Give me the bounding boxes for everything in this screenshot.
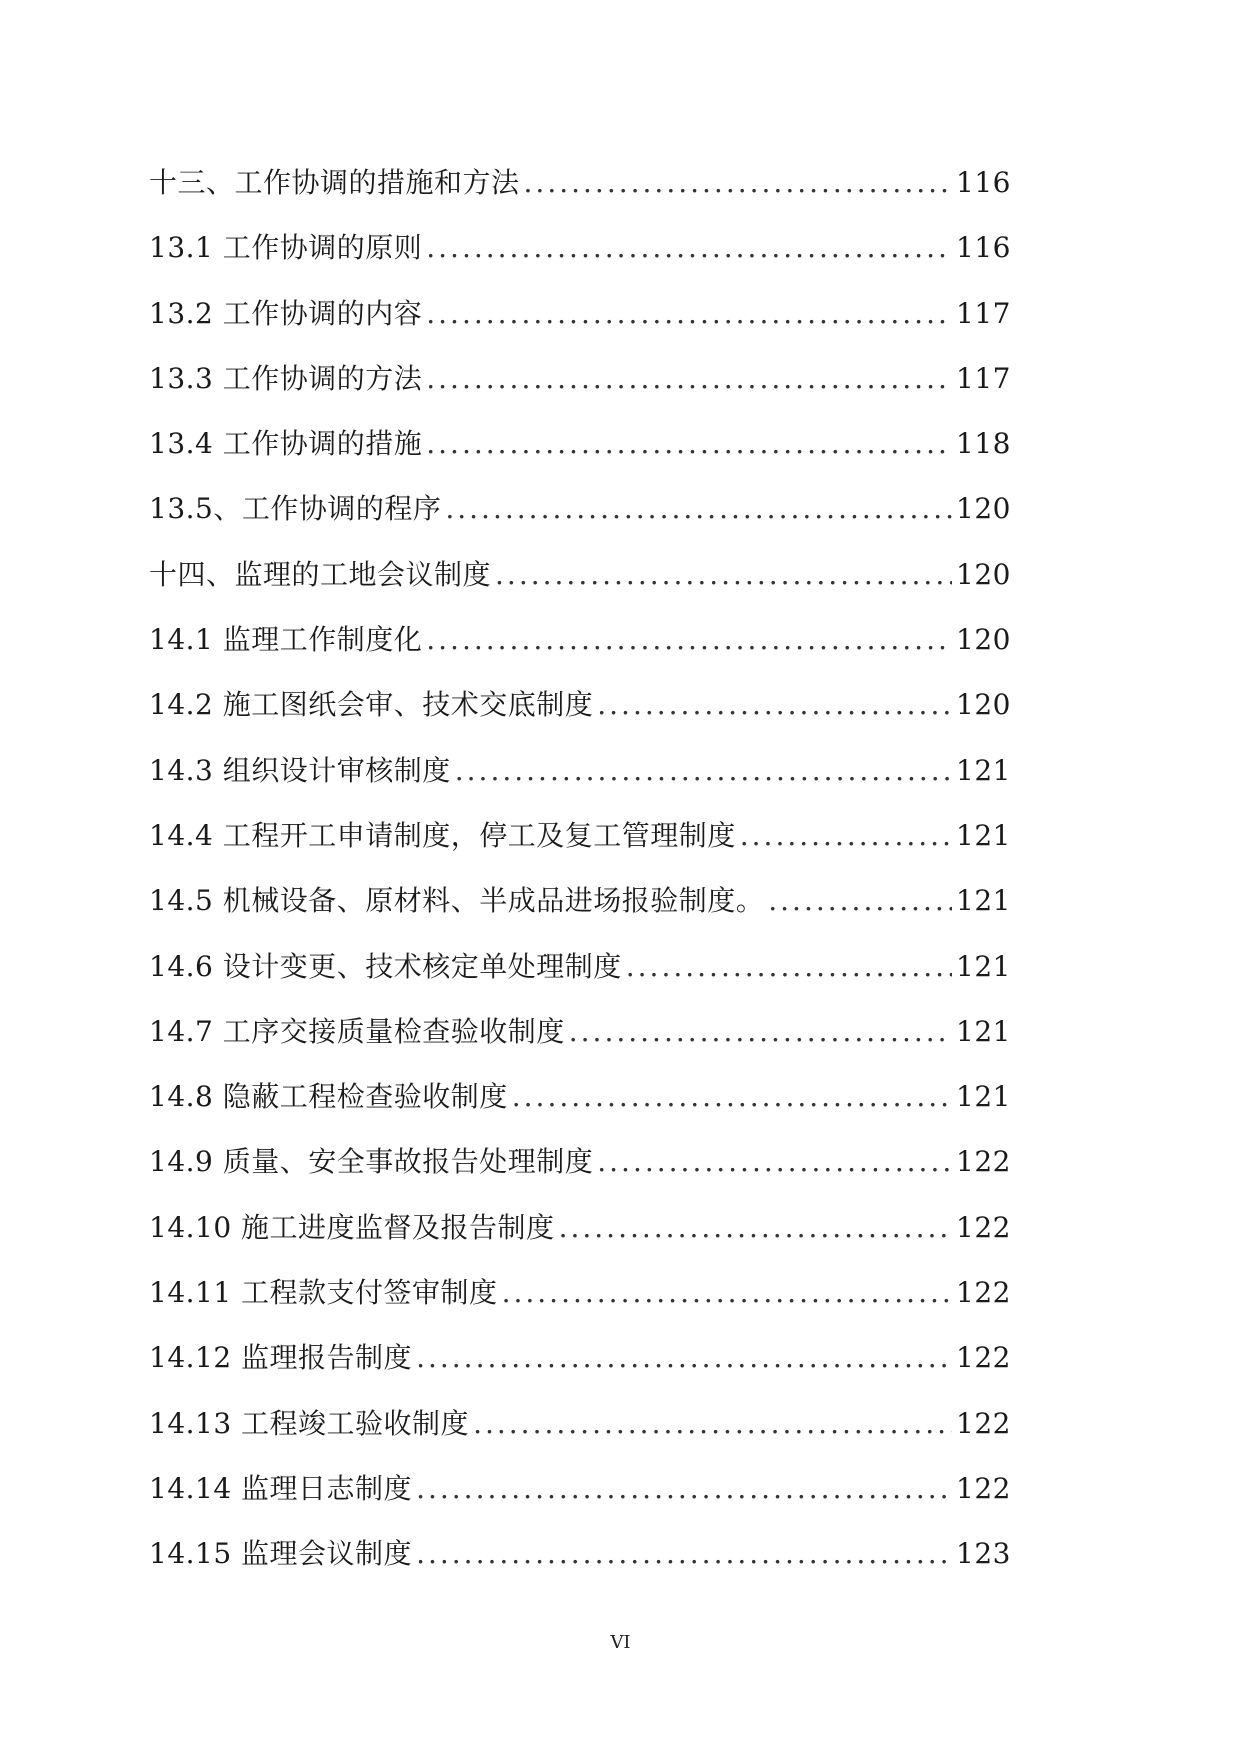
toc-entry-title: 14.1 监理工作制度化 bbox=[149, 623, 423, 657]
toc-entry-page: 121 bbox=[956, 1014, 1011, 1048]
toc-entry-title: 14.5 机械设备、原材料、半成品进场报验制度。 bbox=[149, 884, 765, 918]
toc-dot-leader bbox=[597, 672, 952, 737]
table-of-contents bbox=[149, 150, 1011, 1587]
toc-dot-leader bbox=[495, 542, 952, 607]
toc-entry-title: 13.2 工作协调的内容 bbox=[149, 296, 423, 330]
toc-entry-page: 120 bbox=[956, 623, 1011, 657]
toc-entry-title: 14.3 组织设计审核制度 bbox=[149, 753, 451, 787]
toc-entry-title: 14.14 监理日志制度 bbox=[149, 1471, 413, 1505]
toc-dot-leader bbox=[416, 1325, 952, 1390]
toc-entry-page: 120 bbox=[956, 688, 1011, 722]
toc-entry-title: 14.10 施工进度监督及报告制度 bbox=[149, 1210, 555, 1244]
toc-entry-page: 117 bbox=[956, 296, 1011, 330]
toc-dot-leader bbox=[426, 215, 952, 280]
toc-dot-leader bbox=[455, 738, 952, 803]
toc-entry-page: 120 bbox=[956, 557, 1011, 591]
toc-dot-leader bbox=[524, 150, 953, 215]
toc-entry-title: 14.13 工程竣工验收制度 bbox=[149, 1406, 470, 1440]
toc-dot-leader bbox=[426, 411, 952, 476]
toc-entry-page: 121 bbox=[956, 818, 1011, 852]
toc-entry-page: 122 bbox=[956, 1471, 1011, 1505]
toc-entry[interactable] bbox=[149, 215, 1011, 280]
toc-entry[interactable] bbox=[149, 607, 1011, 672]
toc-entry-page: 121 bbox=[956, 949, 1011, 983]
toc-entry-title: 13.4 工作协调的措施 bbox=[149, 427, 423, 461]
toc-dot-leader bbox=[740, 803, 952, 868]
toc-entry-page: 118 bbox=[956, 427, 1011, 461]
toc-entry-page: 122 bbox=[956, 1210, 1011, 1244]
toc-entry-title: 14.15 监理会议制度 bbox=[149, 1537, 413, 1571]
toc-entry[interactable] bbox=[149, 542, 1011, 607]
toc-entry[interactable] bbox=[149, 1064, 1011, 1129]
toc-entry-page: 120 bbox=[956, 492, 1011, 526]
toc-entry[interactable] bbox=[149, 672, 1011, 737]
toc-entry-title: 14.4 工程开工申请制度，停工及复工管理制度 bbox=[149, 818, 736, 852]
toc-entry-page: 123 bbox=[956, 1537, 1011, 1571]
toc-entry[interactable] bbox=[149, 1391, 1011, 1456]
toc-entry[interactable] bbox=[149, 1456, 1011, 1521]
toc-entry[interactable] bbox=[149, 281, 1011, 346]
toc-entry[interactable] bbox=[149, 1260, 1011, 1325]
toc-entry[interactable] bbox=[149, 803, 1011, 868]
toc-entry-page: 121 bbox=[956, 884, 1011, 918]
toc-entry-page: 122 bbox=[956, 1145, 1011, 1179]
toc-entry[interactable] bbox=[149, 999, 1011, 1064]
toc-dot-leader bbox=[426, 281, 952, 346]
page-number: VI bbox=[610, 1632, 631, 1653]
toc-dot-leader bbox=[569, 999, 952, 1064]
toc-entry-page: 116 bbox=[956, 166, 1011, 199]
toc-entry[interactable] bbox=[149, 1325, 1011, 1390]
toc-entry[interactable] bbox=[149, 1195, 1011, 1260]
toc-entry-title: 十三、工作协调的措施和方法 bbox=[149, 166, 520, 199]
toc-entry[interactable] bbox=[149, 411, 1011, 476]
toc-entry-page: 122 bbox=[956, 1276, 1011, 1310]
toc-entry[interactable] bbox=[149, 738, 1011, 803]
toc-dot-leader bbox=[597, 1129, 952, 1194]
toc-dot-leader bbox=[473, 1391, 952, 1456]
toc-entry-title: 14.6 设计变更、技术核定单处理制度 bbox=[149, 949, 622, 983]
toc-dot-leader bbox=[768, 868, 952, 933]
toc-entry[interactable] bbox=[149, 934, 1011, 999]
toc-entry[interactable] bbox=[149, 1129, 1011, 1194]
toc-entry-title: 14.11 工程款支付签审制度 bbox=[149, 1276, 498, 1310]
toc-entry[interactable] bbox=[149, 150, 1011, 215]
toc-entry-title: 13.1 工作协调的原则 bbox=[149, 231, 423, 265]
toc-entry-title: 13.5、工作协调的程序 bbox=[149, 492, 442, 526]
toc-entry-title: 14.2 施工图纸会审、技术交底制度 bbox=[149, 688, 594, 722]
toc-entry-title: 14.8 隐蔽工程检查验收制度 bbox=[149, 1080, 508, 1114]
toc-entry-title: 14.9 质量、安全事故报告处理制度 bbox=[149, 1145, 594, 1179]
toc-dot-leader bbox=[445, 476, 952, 541]
toc-dot-leader bbox=[416, 1456, 952, 1521]
toc-entry-page: 122 bbox=[956, 1341, 1011, 1375]
toc-entry-title: 十四、监理的工地会议制度 bbox=[149, 557, 492, 591]
toc-dot-leader bbox=[502, 1260, 952, 1325]
toc-dot-leader bbox=[426, 346, 952, 411]
toc-dot-leader bbox=[416, 1521, 952, 1586]
toc-entry-page: 117 bbox=[956, 361, 1011, 395]
toc-dot-leader bbox=[512, 1064, 952, 1129]
toc-dot-leader bbox=[626, 934, 952, 999]
toc-dot-leader bbox=[559, 1195, 952, 1260]
toc-dot-leader bbox=[426, 607, 952, 672]
toc-entry[interactable] bbox=[149, 476, 1011, 541]
toc-entry-page: 121 bbox=[956, 753, 1011, 787]
toc-entry[interactable] bbox=[149, 346, 1011, 411]
toc-entry-page: 121 bbox=[956, 1080, 1011, 1114]
toc-entry-title: 14.7 工序交接质量检查验收制度 bbox=[149, 1014, 565, 1048]
toc-entry-page: 122 bbox=[956, 1406, 1011, 1440]
toc-entry[interactable] bbox=[149, 868, 1011, 933]
toc-entry[interactable] bbox=[149, 1521, 1011, 1586]
toc-entry-title: 14.12 监理报告制度 bbox=[149, 1341, 413, 1375]
toc-entry-page: 116 bbox=[956, 231, 1011, 265]
toc-entry-title: 13.3 工作协调的方法 bbox=[149, 361, 423, 395]
